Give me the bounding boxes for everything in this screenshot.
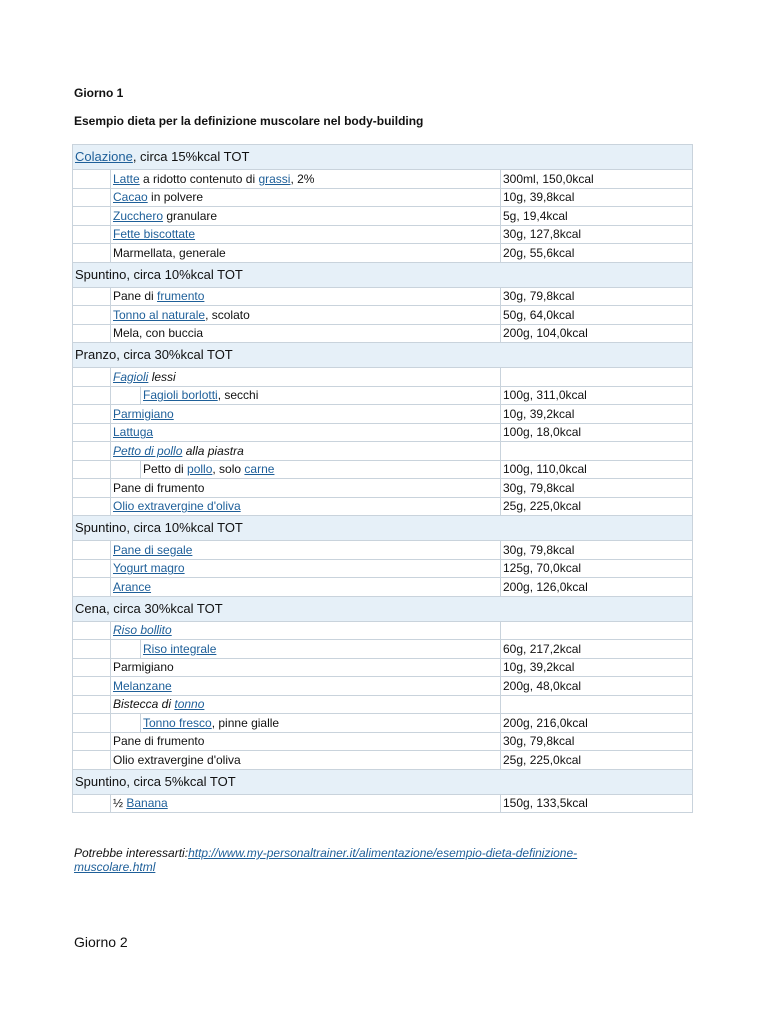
section-header-pranzo: Pranzo, circa 30%kcal TOT bbox=[73, 343, 693, 368]
table-row bbox=[73, 640, 693, 659]
table-row: Fagioli lessi bbox=[73, 368, 693, 387]
table-row: Pane di frumento 30g, 79,8kcal bbox=[73, 732, 693, 751]
food-link[interactable]: Petto di pollo bbox=[113, 443, 183, 458]
section-header-spuntino: Spuntino, circa 5%kcal TOT bbox=[73, 769, 693, 794]
table-row bbox=[73, 497, 693, 516]
food-value: 150g, 133,5kcal bbox=[501, 794, 693, 813]
table-row: Pane di frumento 30g, 79,8kcal bbox=[73, 287, 693, 306]
food-link[interactable]: Fagioli borlotti bbox=[143, 388, 218, 403]
table-row bbox=[73, 423, 693, 442]
food-link[interactable]: Fagioli bbox=[113, 369, 149, 384]
food-value: 30g, 79,8kcal bbox=[501, 287, 693, 306]
table-row: Bistecca di tonno bbox=[73, 695, 693, 714]
food-value: 100g, 110,0kcal bbox=[501, 460, 693, 479]
table-row: Pane di frumento 30g, 79,8kcal bbox=[73, 479, 693, 498]
food-value: 200g, 104,0kcal bbox=[501, 324, 693, 343]
table-row bbox=[73, 225, 693, 244]
food-value: 200g, 126,0kcal bbox=[501, 578, 693, 597]
food-link[interactable]: Parmigiano bbox=[113, 406, 174, 421]
food-link[interactable]: Lattuga bbox=[113, 425, 154, 440]
table-row: ½ Banana 150g, 133,5kcal bbox=[73, 794, 693, 813]
food-value: 60g, 217,2kcal bbox=[501, 640, 693, 659]
food-link[interactable]: grassi bbox=[258, 171, 291, 186]
next-day-title: Giorno 2 bbox=[74, 934, 128, 950]
table-row: Mela, con buccia 200g, 104,0kcal bbox=[73, 324, 693, 343]
food-value: 10g, 39,2kcal bbox=[501, 405, 693, 424]
food-link[interactable]: Latte bbox=[113, 171, 140, 186]
food-link[interactable]: tonno bbox=[174, 697, 205, 712]
food-value: 5g, 19,4kcal bbox=[501, 207, 693, 226]
food-link[interactable]: Tonno fresco bbox=[143, 715, 212, 730]
food-link[interactable]: carne bbox=[244, 462, 275, 477]
table-row: Marmellata, generale 20g, 55,6kcal bbox=[73, 244, 693, 263]
food-value: 100g, 311,0kcal bbox=[501, 386, 693, 405]
food-value: 50g, 64,0kcal bbox=[501, 306, 693, 325]
food-link[interactable]: Zucchero bbox=[113, 208, 164, 223]
table-row bbox=[73, 541, 693, 560]
food-value: 30g, 79,8kcal bbox=[501, 479, 693, 498]
food-value: 30g, 127,8kcal bbox=[501, 225, 693, 244]
food-link[interactable]: Pane di segale bbox=[113, 542, 193, 557]
footer-note: Potrebbe interessarti:http://www.my-personaltrainer.it/alimentazione/esempio-dieta-definizione-muscolare.html bbox=[74, 846, 578, 874]
food-value: 10g, 39,2kcal bbox=[501, 658, 693, 677]
table-row: Petto di pollo alla piastra bbox=[73, 442, 693, 461]
food-link[interactable]: Tonno al naturale bbox=[113, 307, 206, 322]
food-link[interactable]: Arance bbox=[113, 579, 152, 594]
food-link[interactable]: pollo bbox=[187, 462, 213, 477]
food-link[interactable]: frumento bbox=[157, 289, 205, 304]
food-value: 10g, 39,8kcal bbox=[501, 188, 693, 207]
source-link[interactable]: http://www.my-personaltrainer.it/alimentazione/esempio-dieta-definizione-muscolare.html bbox=[74, 846, 578, 874]
table-row: Latte a ridotto contenuto di grassi, 2% 300ml, 150,0kcal bbox=[73, 170, 693, 189]
table-row bbox=[73, 405, 693, 424]
food-value: 25g, 225,0kcal bbox=[501, 497, 693, 516]
food-link[interactable]: Olio extravergine d'oliva bbox=[113, 499, 241, 514]
food-link[interactable]: Cacao bbox=[113, 190, 148, 205]
food-value: 30g, 79,8kcal bbox=[501, 732, 693, 751]
food-value: 25g, 225,0kcal bbox=[501, 751, 693, 770]
diet-table bbox=[72, 144, 693, 813]
table-row: Zucchero granulare 5g, 19,4kcal bbox=[73, 207, 693, 226]
food-link[interactable]: Yogurt magro bbox=[113, 561, 185, 576]
food-link[interactable]: Melanzane bbox=[113, 678, 172, 693]
table-row: Tonno fresco, pinne gialle 200g, 216,0kcal bbox=[73, 714, 693, 733]
section-header-spuntino: Spuntino, circa 10%kcal TOT bbox=[73, 516, 693, 541]
table-row: Tonno al naturale, scolato 50g, 64,0kcal bbox=[73, 306, 693, 325]
food-link[interactable]: Riso integrale bbox=[143, 641, 217, 656]
section-header-colazione: Colazione, circa 15%kcal TOT bbox=[73, 145, 693, 170]
colazione-link[interactable]: Colazione bbox=[75, 149, 133, 164]
food-value: 125g, 70,0kcal bbox=[501, 559, 693, 578]
food-link[interactable]: Riso bollito bbox=[113, 623, 172, 638]
table-row: Cacao in polvere 10g, 39,8kcal bbox=[73, 188, 693, 207]
section-header-cena: Cena, circa 30%kcal TOT bbox=[73, 596, 693, 621]
food-value: 100g, 18,0kcal bbox=[501, 423, 693, 442]
section-header-spuntino: Spuntino, circa 10%kcal TOT bbox=[73, 262, 693, 287]
table-row: Petto di pollo, solo carne 100g, 110,0kcal bbox=[73, 460, 693, 479]
table-row: Fagioli borlotti, secchi 100g, 311,0kcal bbox=[73, 386, 693, 405]
document-heading: Esempio dieta per la definizione muscolare nel body-building bbox=[74, 114, 424, 128]
food-value: 30g, 79,8kcal bbox=[501, 541, 693, 560]
food-value: 200g, 216,0kcal bbox=[501, 714, 693, 733]
table-row bbox=[73, 621, 693, 640]
table-row: Parmigiano 10g, 39,2kcal bbox=[73, 658, 693, 677]
food-link[interactable]: Fette biscottate bbox=[113, 227, 196, 242]
table-row bbox=[73, 559, 693, 578]
table-row bbox=[73, 677, 693, 696]
food-value: 20g, 55,6kcal bbox=[501, 244, 693, 263]
food-link[interactable]: Banana bbox=[126, 796, 168, 811]
page-title: Giorno 1 bbox=[74, 86, 124, 100]
food-value: 300ml, 150,0kcal bbox=[501, 170, 693, 189]
food-value: 200g, 48,0kcal bbox=[501, 677, 693, 696]
table-row bbox=[73, 578, 693, 597]
table-row: Olio extravergine d'oliva 25g, 225,0kcal bbox=[73, 751, 693, 770]
